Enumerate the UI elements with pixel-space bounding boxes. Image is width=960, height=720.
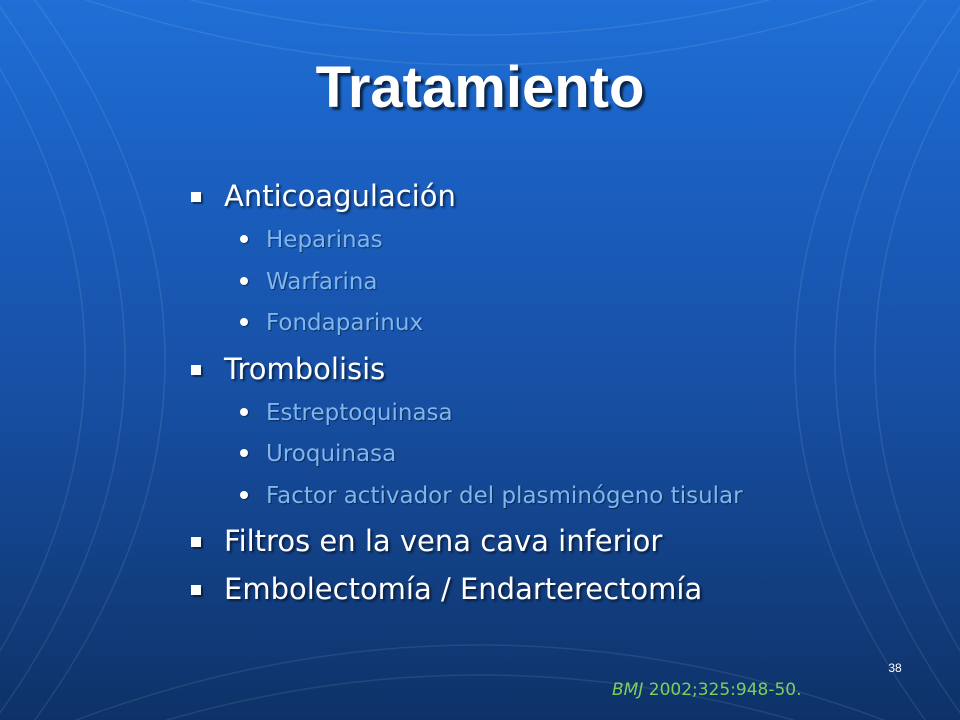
- sub-item-label: Warfarina: [266, 268, 378, 295]
- curve-bottom-2: [0, 645, 960, 720]
- reference-details: 2002;325:948-50.: [643, 680, 802, 700]
- reference-journal: BMJ: [612, 680, 644, 700]
- reference-citation: [612, 680, 802, 700]
- sub-item-label: Heparinas: [266, 227, 383, 253]
- sub-item-warfarina: [224, 262, 908, 304]
- bullet-list: [188, 172, 908, 613]
- sub-list-trombolisis: [188, 393, 908, 518]
- round-bullet-icon: [240, 449, 248, 457]
- round-bullet-icon: [240, 277, 248, 285]
- square-bullet-icon: [191, 365, 201, 375]
- bullet-embolectomia: [188, 565, 908, 613]
- sub-item-estreptoquinasa: [224, 393, 908, 435]
- slide-title: Tratamiento: [315, 55, 645, 120]
- round-bullet-icon: [240, 318, 248, 326]
- sub-list-anticoagulacion: [188, 220, 908, 345]
- bullet-label: Embolectomía / Endarterectomía: [224, 572, 703, 606]
- sub-item-fondaparinux: [224, 303, 908, 345]
- sub-item-label: Factor activador del plasminógeno tisular: [266, 482, 743, 509]
- round-bullet-icon: [240, 491, 248, 499]
- sub-item-heparinas: [224, 220, 908, 262]
- sub-item-label: Fondaparinux: [266, 310, 424, 336]
- bullet-label: Trombolisis: [224, 351, 386, 386]
- square-bullet-icon: [191, 585, 201, 595]
- sub-item-uroquinasa: [224, 434, 908, 476]
- sub-item-label: Estreptoquinasa: [266, 399, 453, 426]
- sub-item-label: Uroquinasa: [266, 441, 397, 467]
- round-bullet-icon: [240, 408, 248, 416]
- round-bullet-icon: [240, 235, 248, 243]
- sub-item-factor-activador: [224, 476, 908, 518]
- bullet-trombolisis: [188, 345, 908, 393]
- bullet-label: Anticoagulación: [224, 179, 456, 213]
- square-bullet-icon: [191, 537, 201, 547]
- page-number: 38: [888, 661, 902, 675]
- bullet-filtros-vena-cava: [188, 517, 908, 565]
- bullet-anticoagulacion: [188, 172, 908, 220]
- square-bullet-icon: [191, 192, 201, 202]
- bullet-label: Filtros en la vena cava inferior: [224, 524, 663, 558]
